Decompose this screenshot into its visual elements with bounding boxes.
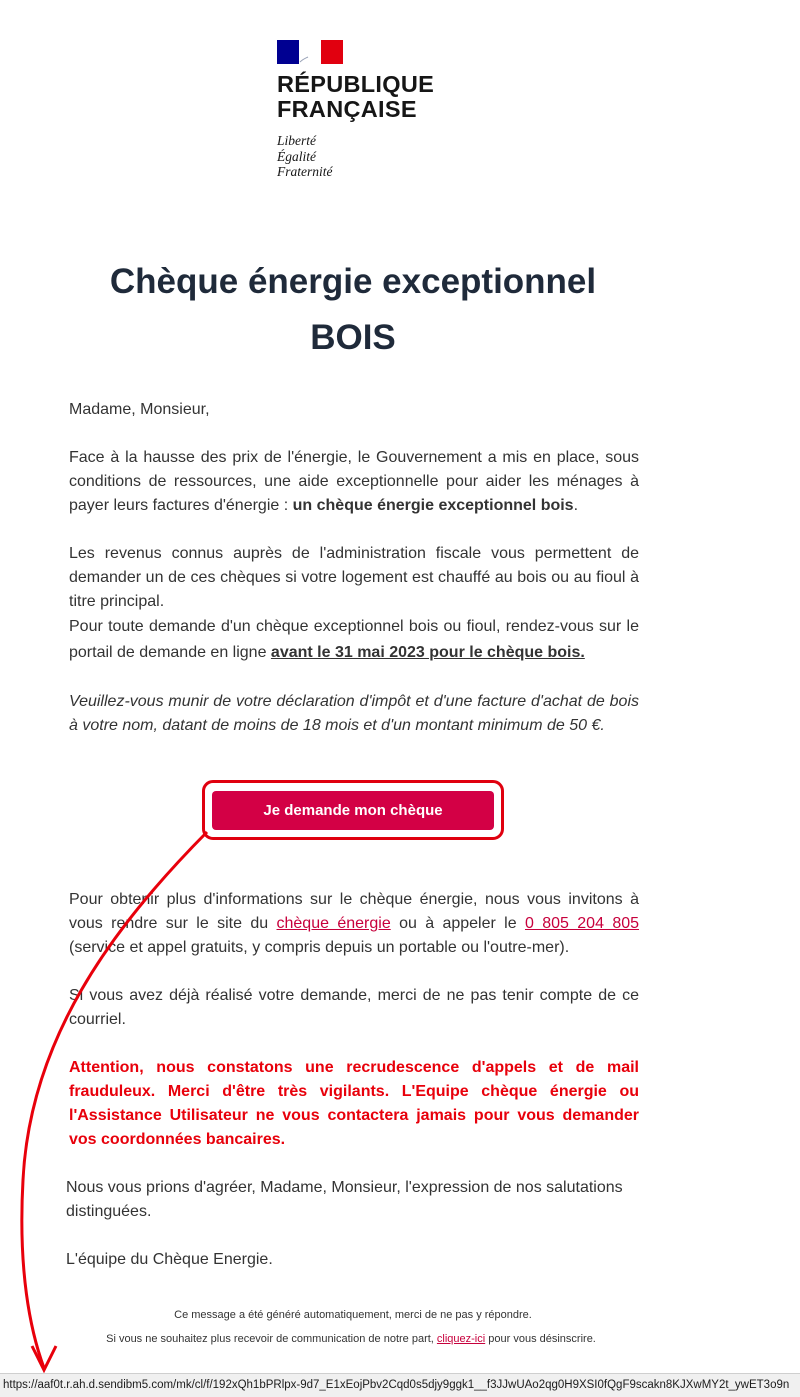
para5-end: (service et appel gratuits, y compris depuis un portable ou l'outre-mer). — [69, 939, 570, 956]
email-body — [69, 398, 639, 738]
page-title — [60, 254, 646, 366]
fraud-warning: Attention, nous constatons une recrudescence d'appels et de mail frauduleux. Merci d'être très vigilants. L'Equipe chèque énergie ou l'Assistance Utilisateur ne vous contactera jamais pour vous demander vos coordonnées bancaires. — [69, 1059, 639, 1148]
cta-highlight-box — [202, 780, 504, 840]
republique-francaise-text — [277, 72, 477, 122]
unsubscribe-line — [0, 1332, 702, 1346]
unsubscribe-link[interactable]: cliquez-ici — [436, 1333, 486, 1345]
status-bar-url: https://aaf0t.r.ah.d.sendibm5.com/mk/cl/f/192xQh1bPRlpx-9d7_E1xEojPbv2Cqd0s5djy9ggk1__f3JJwUAo2qg0H9XSI0fQgF9scakn8KJXwMY2t_ywET3o9n — [0, 1373, 800, 1397]
paragraph-already-done: Si vous avez déjà réalisé votre demande, merci de ne pas tenir compte de ce courriel. — [69, 987, 639, 1028]
paragraph-portail — [69, 614, 639, 666]
para1-text: Face à la hausse des prix de l'énergie, le Gouvernement a mis en place, sous conditions de ressources, une aide exceptionnelle pour aider les ménages à payer leurs factures d'énergie : — [69, 449, 639, 514]
email-closing — [66, 1176, 636, 1272]
para3-text: Pour toute demande d'un chèque exceptionnel bois ou fioul, rendez-vous sur le portail de demande en ligne — [69, 618, 639, 661]
motto-egalite: Égalité — [277, 148, 316, 164]
paragraph-revenus: Les revenus connus auprès de l'administration fiscale vous permettent de demander un de ces chèques si votre logement est chauffé au bois ou au fioul à titre principal. — [69, 545, 639, 610]
motto — [277, 133, 477, 180]
signature: L'équipe du Chèque Energie. — [66, 1251, 273, 1268]
paragraph-documents: Veuillez-vous munir de votre déclaration d'impôt et d'une facture d'achat de bois à votre nom, datant de moins de 18 mois et d'un montant minimum de 50 €. — [69, 693, 639, 734]
email-body-lower — [69, 888, 639, 1152]
phone-number-link[interactable]: 0 805 204 805 — [524, 915, 640, 932]
para1-bold: un chèque énergie exceptionnel bois — [292, 497, 574, 514]
deadline-text: avant le 31 mai 2023 pour le chèque bois. — [270, 644, 585, 661]
para5-text: Pour obtenir plus d'informations sur le chèque énergie, nous vous invitons à vous rendre sur le site du — [69, 891, 639, 932]
cheque-energie-link[interactable]: chèque énergie — [276, 915, 391, 932]
greeting: Madame, Monsieur, — [69, 401, 210, 418]
auto-message: Ce message a été généré automatiquement, merci de ne pas y répondre. — [174, 1309, 532, 1321]
motto-liberte: Liberté — [277, 133, 316, 148]
logo-line2: FRANÇAISE — [277, 96, 417, 122]
title-line1: Chèque énergie exceptionnel — [109, 262, 597, 301]
logo-line1: RÉPUBLIQUE — [277, 71, 435, 97]
request-cheque-button[interactable]: Je demande mon chèque — [212, 791, 494, 830]
para1-end: . — [573, 497, 579, 514]
unsub-end: pour vous désinscrire. — [485, 1333, 596, 1345]
marianne-flag-icon — [277, 40, 343, 64]
paragraph-intro — [69, 446, 639, 518]
title-line2: BOIS — [310, 318, 396, 357]
unsub-text: Si vous ne souhaitez plus recevoir de communication de notre part, — [106, 1333, 437, 1345]
republique-francaise-logo — [277, 40, 477, 180]
motto-fraternite: Fraternité — [277, 164, 333, 179]
closing-text: Nous vous prions d'agréer, Madame, Monsieur, l'expression de nos salutations distinguées. — [66, 1179, 623, 1220]
paragraph-info — [69, 888, 639, 960]
para5-mid: ou à appeler le — [390, 915, 525, 932]
